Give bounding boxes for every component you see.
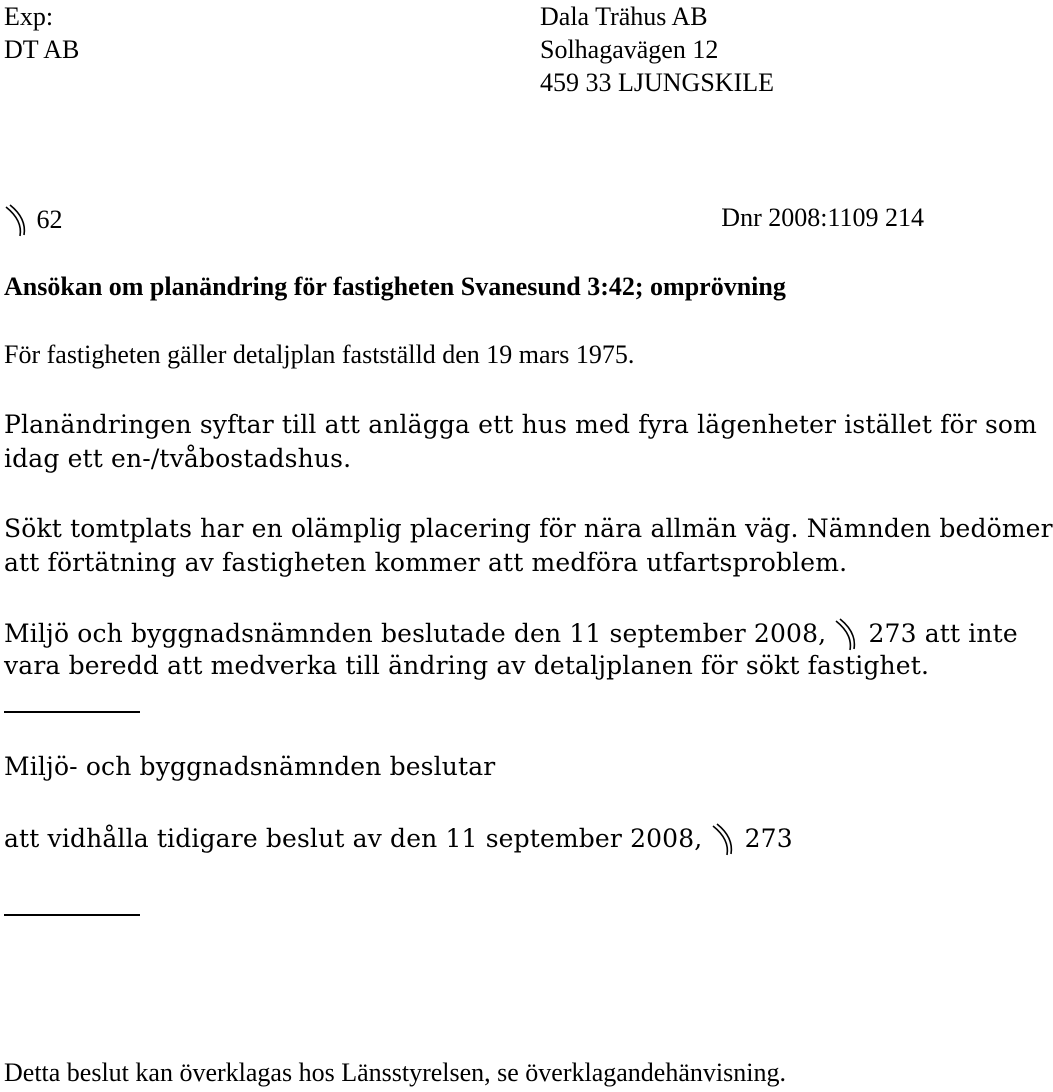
paragraph-3-line-2: att förtätning av fastigheten kommer att medföra utfartsproblem.	[4, 548, 848, 577]
case-number-line	[4, 203, 63, 237]
decision-text-a: att vidhålla tidigare beslut av den 11 september 2008,	[4, 824, 703, 853]
sender-block	[4, 0, 79, 66]
appeal-notice: Detta beslut kan överklagas hos Länsstyrelsen, se överklagandehänvisning.	[4, 1058, 786, 1087]
paragraph-3-line-1: Sökt tomtplats har en olämplig placering för nära allmän väg. Nämnden bedömer	[4, 514, 1053, 543]
paragraph-4-text-a: Miljö och byggnadsnämnden beslutade den 11 september 2008,	[4, 619, 827, 648]
decision-intro: Miljö- och byggnadsnämnden beslutar	[4, 752, 496, 781]
paragraph-2-line-1: Planändringen syftar till att anlägga ett hus med fyra lägenheter istället för som	[4, 410, 1037, 439]
divider-rule	[4, 914, 140, 916]
paragraph-4-line-2: vara beredd att medverka till ändring av detaljplanen för sökt fastighet.	[4, 651, 930, 680]
sender-name: DT AB	[4, 35, 80, 64]
paragraph-4-text-b: 273 att inte	[868, 619, 1018, 648]
section-sign-icon	[4, 203, 30, 237]
sender-label: Exp:	[4, 2, 54, 31]
recipient-company: Dala Trähus AB	[540, 2, 708, 31]
paragraph-4-line-1	[4, 617, 1018, 651]
case-title: Ansökan om planändring för fastigheten Svanesund 3:42; omprövning	[4, 272, 786, 301]
recipient-address	[540, 0, 774, 99]
paragraph-2-line-2: idag ett en-/tvåbostadshus.	[4, 444, 352, 473]
case-number: 62	[36, 205, 63, 234]
decision-text	[4, 822, 793, 856]
section-sign-icon	[834, 617, 860, 651]
decision-text-b: 273	[744, 824, 793, 853]
recipient-postal: 459 33 LJUNGSKILE	[540, 68, 774, 97]
recipient-street: Solhagavägen 12	[540, 35, 719, 64]
paragraph-1: För fastigheten gäller detaljplan fastställd den 19 mars 1975.	[4, 340, 635, 369]
diary-number: Dnr 2008:1109 214	[721, 203, 924, 232]
divider-rule	[4, 711, 140, 713]
section-sign-icon	[711, 822, 737, 856]
